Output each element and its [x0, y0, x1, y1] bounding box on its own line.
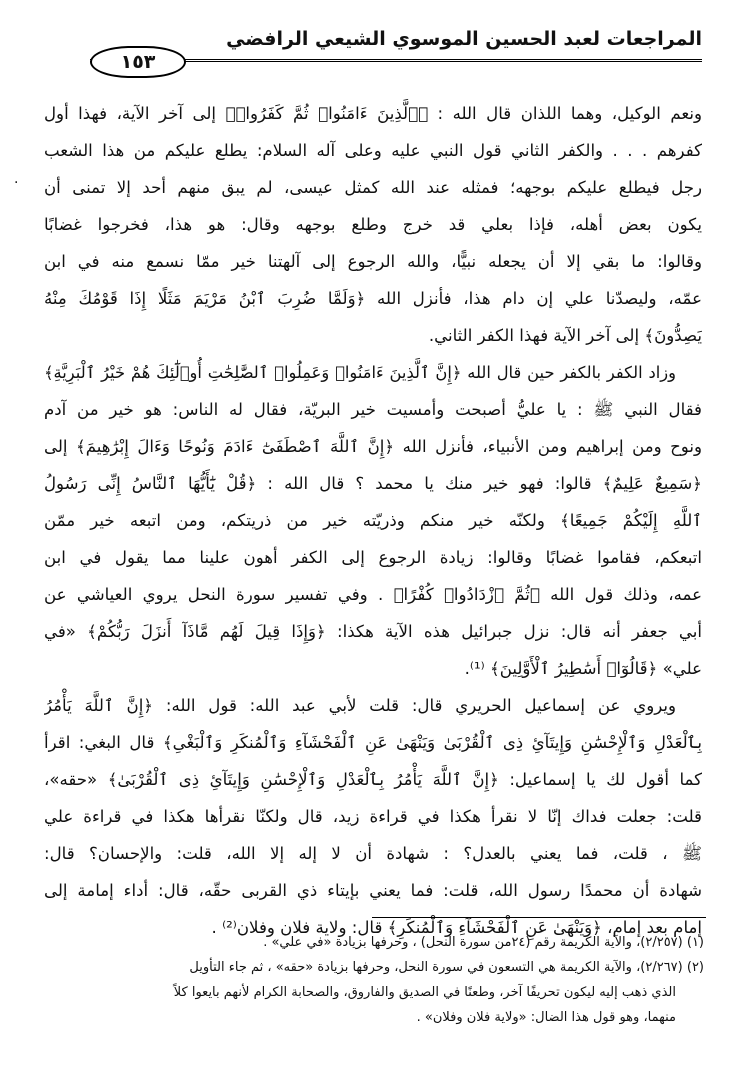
page-header [90, 12, 702, 73]
footnote-rule [372, 917, 706, 918]
text-line: كما أقول لك يا إسماعيل: ﴿إِنَّ ٱللَّهَ يَأْمُرُ بِٱلْعَدْلِ وَٱلْإِحْسَٰنِ وَإِيتَآئِ ذِى ٱلْقُرْبَىٰ﴾ «حقه»، [44, 770, 702, 789]
text-line: وزاد الكفر بالكفر حين قال الله ﴿إِنَّ ٱلَّذِينَ ءَامَنُوا۟ وَعَمِلُوا۟ ٱلصَّٰلِحَٰتِ أُو۟لَٰٓئِكَ هُمْ خَيْرُ ٱلْبَرِيَّةِ﴾ [44, 363, 676, 382]
text-line: شهادة أن محمدًا رسول الله، قلت: فما يعني بإيتاء ذي القربى حقّه، قال: أداء إمامة إلى [44, 881, 702, 900]
footnote-line: (٢) (٢/٢٦٧)، والآية الكريمة هي التسعون في سورة النحل، وحرفها بزيادة «حقه» ، ثم جاء التأويل [189, 960, 704, 975]
text-line: ﷺ ، قلت، فما يعني بالعدل؟ : شهادة أن لا إله إلا الله، قلت: والإحسان؟ قال: [44, 844, 702, 863]
page-number: ١٥٣ [90, 46, 186, 78]
text-line: عمه، وذلك قول الله ﴿ثُمَّ ٱزْدَادُوا۟ كُفْرًا﴾ . وفي تفسير سورة النحل يروي العياشي عن [44, 585, 702, 604]
text-line: ويروي عن إسماعيل الحريري قال: قلت لأبي عبد الله: قول الله: ﴿إِنَّ ٱللَّهَ يَأْمُرُ [44, 696, 676, 715]
text-line: رجل فيطلع عليكم بوجهه؛ فمثله عند الله كمثل عيسى، لم يبق منهم أحد إلا تمنى أن [44, 178, 702, 197]
footnotes [44, 930, 704, 1030]
text-line: علي» ﴿قَالُوٓا۟ أَسَٰطِيرُ ٱلْأَوَّلِينَ﴾ ⁽¹⁾. [464, 659, 702, 678]
text-line: بِٱلْعَدْلِ وَٱلْإِحْسَٰنِ وَإِيتَآئِ ذِى ٱلْقُرْبَىٰ وَيَنْهَىٰ عَنِ ٱلْفَحْشَآءِ وَٱلْمُنكَرِ وَٱلْبَغْىِ﴾ قال البغي: اقرأ [44, 733, 702, 752]
running-title: المراجعات لعبد الحسين الموسوي الشيعي الرافضي [226, 28, 702, 50]
text-line: ٱللَّهِ إِلَيْكُمْ جَمِيعًا﴾ ولكنّه خير منكم وذريّته خير من ذريتكم، ومن اتبعه خير ممّن [44, 511, 702, 530]
text-line: يَصِدُّونَ﴾ إلى آخر الآية فهذا الكفر الثاني. [428, 326, 702, 345]
text-line: ونعم الوكيل، وهما اللذان قال الله : ﴿ٱلَّذِينَ ءَامَنُوا۟ ثُمَّ كَفَرُوا۟﴾ إلى آخر الآية، فهذا أول [44, 104, 702, 123]
text-line: يكون بعض أهله، فإذا بعلي قد خرج وطلع بوجهه وقال: هو هذا، فخرجوا غضابًا [44, 215, 702, 234]
footnote-line: الذي ذهب إليه ليكون تحريفًا آخر، وطعنًا في الصديق والفاروق، والصحابة الكرام لأنهم بايعوا كلاً [173, 985, 676, 1000]
text-line: ﴿سَمِيعٌ عَلِيمٌ﴾ قالوا: فهو خير منك يا محمد ؟ قال الله : ﴿قُلْ يَٰٓأَيُّهَا ٱلنَّاسُ إِنِّى رَسُولُ [44, 474, 702, 493]
text-line: كفرهم . . . والكفر الثاني قول النبي عليه وعلى آله السلام: يطلع عليكم من هذا الشعب [44, 141, 702, 160]
footnote-line: منهما، وهو قول هذا الضال: «ولاية فلان وفلان» . [416, 1010, 676, 1025]
text-line: قلت: جعلت فداك إنّا لا نقرأ هكذا في قراءة زيد، قال ولكنّا نقرأها هكذا في قراءة علي [44, 807, 702, 826]
margin-mark: · [14, 175, 19, 191]
body-text [44, 95, 702, 946]
text-line: اتبعكم، فقاموا غضابًا وقالوا: زيادة الرجوع إلى الكفر أهون علينا مما يقول في ابن [44, 548, 702, 567]
text-line: ونوح ومن إبراهيم ومن الأنبياء، فأنزل الله ﴿إِنَّ ٱللَّهَ ٱصْطَفَىٰٓ ءَادَمَ وَنُوحًا وَءَالَ إِبْرَٰهِيمَ﴾ إلى [44, 437, 702, 456]
footnote-line: (١) (٢/٢٥٧)، والآية الكريمة رقم (٢٤من سورة النحل) ، وحرفها بزيادة «في علي» . [263, 935, 704, 950]
text-line: عمّه، وليصدّنا علي إن دام هذا، فأنزل الله ﴿وَلَمَّا ضُرِبَ ٱبْنُ مَرْيَمَ مَثَلًا إِذَا قَوْمُكَ مِنْهُ [44, 289, 702, 308]
text-line: فقال النبي ﷺ : يا عليُّ أصبحت وأمسيت خير البريّة، فقال له الناس: هو خير من آدم [44, 400, 702, 419]
text-line: أبي جعفر أنه قال: نزل جبرائيل هذه الآية هكذا: ﴿وَإِذَا قِيلَ لَهُم مَّاذَآ أَنزَلَ رَبُّكُمْ﴾ «في [44, 622, 702, 641]
text-line: إمام بعد إمام، ﴿وَيَنْهَىٰ عَنِ ٱلْفَحْشَآءِ وَٱلْمُنكَرِ﴾ قال: ولاية فلان وفلان⁽²⁾ . [211, 918, 702, 937]
text-line: وقالوا: ما بقي إلا أن يجعله نبيًّا، والله الرجوع إلى آلهتنا خير ممّا نسمع منه في ابن [44, 252, 702, 271]
